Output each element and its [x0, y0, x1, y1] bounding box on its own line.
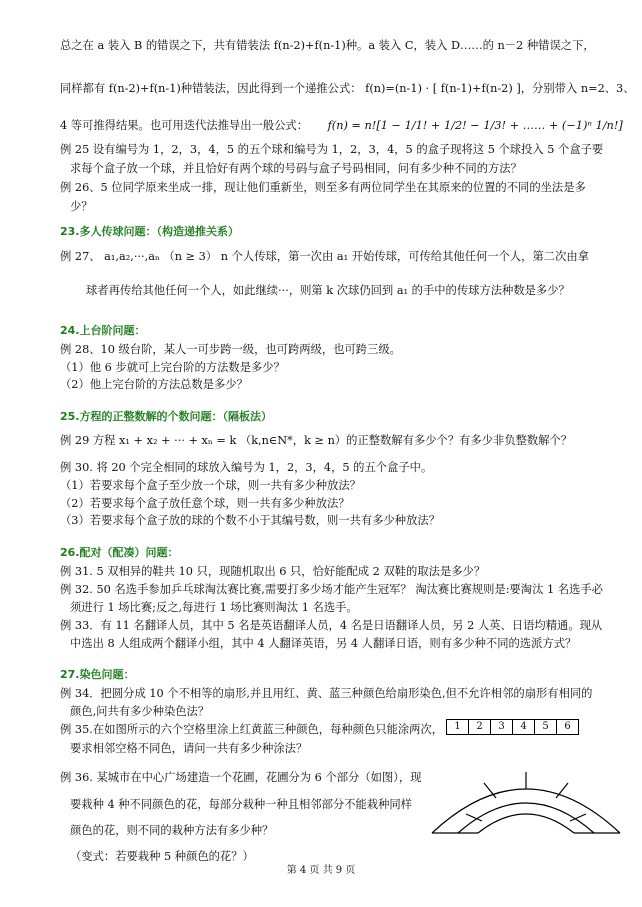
section-heading: 26.配对（配凑）问题：	[60, 546, 179, 559]
example-28-q1: （1）他 6 步就可上完台阶的方法数是多少？	[60, 361, 285, 374]
section-heading: 27.染色问题：	[60, 668, 135, 681]
grid-cell: 2	[469, 720, 491, 735]
section-heading: 24.上台阶问题：	[60, 324, 146, 337]
grid-cell: 4	[513, 720, 535, 735]
text-prefix: 4 等可推得结果。也可用迭代法推导出一般公式：	[60, 119, 309, 132]
example-28: 例 28、10 级台阶，某人一可步跨一级，也可跨两级，也可跨三级。	[60, 343, 401, 356]
example-25-cont: 求每个盒子放一个球，并且恰好有两个球的号码与盒子号码相同，问有多少种不同的方法？	[70, 162, 522, 175]
example-26-cont: 少？	[70, 200, 93, 213]
example-33-cont: 中选出 8 人组成两个翻译小组，其中 4 人翻译英语，另 4 人翻译日语，则有多少种不同的选派方式？	[70, 637, 577, 650]
example-31: 例 31. 5 双相异的鞋共 10 只，现随机取出 6 只，恰好能配成 2 双鞋的取法是多少？	[60, 565, 486, 578]
example-34-cont: 颜色,问共有多少种染色法？	[70, 705, 210, 718]
formula: f(n) = n![1 − 1/1! + 1/2! − 1/3! + …… + (−1)ⁿ 1/n!]	[327, 119, 623, 132]
text-line	[60, 118, 623, 133]
example-35-cont: 要求相邻空格不同色，请问一共有多少种涂法？	[70, 742, 308, 755]
example-25: 例 25 设有编号为 1，2，3，4，5 的五个球和编号为 1，2，3，4，5 的盒子现将这 5 个球投入 5 个盒子要	[60, 143, 604, 156]
section-heading: 23.多人传球问题：（构造递推关系）	[60, 225, 239, 238]
grid-cell: 5	[535, 720, 557, 735]
outer-arc	[432, 789, 620, 833]
example-36-variant: （变式：若要栽种 5 种颜色的花？）	[70, 850, 254, 863]
example-32-cont: 须进行 1 场比赛;反之,每进行 1 场比赛则淘汰 1 名选手。	[70, 601, 358, 614]
example-34: 例 34．把圆分成 10 个不相等的扇形,并且用红、黄、蓝三种颜色给扇形染色,但不允许相邻的扇形有相同的	[60, 687, 593, 700]
example-36: 例 36. 某城市在中心广场建造一个花圃，花圃分为 6 个部分（如图），现	[60, 771, 422, 784]
text-line: 总之在 a 装入 B 的错误之下，共有错装法 f(n-2)+f(n-1)种。a 装入 C，装入 D……的 n－2 种错误之下，	[60, 39, 595, 52]
example-36-cont2: 颜色的花，则不同的栽种方法有多少种？	[70, 824, 274, 837]
middle-arc	[458, 803, 594, 833]
example-30: 例 30. 将 20 个完全相同的球放入编号为 1，2，3，4，5 的五个盒子中。	[60, 461, 433, 474]
text-line: 同样都有 f(n-2)+f(n-1)种错装法，因此得到一个递推公式： f(n)=(n-1) · [ f(n-1)+f(n-2) ]，分别带入 n=2、3、	[60, 82, 635, 95]
grid-cell: 3	[491, 720, 513, 735]
example-27: 例 27、 a₁,a₂,···,aₙ （n ≥ 3） n 个人传球，第一次由 a₁ 开始传球，可传给其他任何一个人，第二次由拿	[60, 250, 589, 263]
six-cell-grid	[446, 719, 579, 735]
example-29: 例 29 方程 x₁ + x₂ + ··· + xₙ = k （k,n∈N*，k ≥ n）的正整数解有多少个？有多少非负整数解个？	[60, 434, 573, 447]
example-30-q1: （1）若要求每个盒子至少放一个球，则一共有多少种放法？	[60, 479, 361, 492]
example-28-q2: （2）他上完台阶的方法总数是多少？	[60, 378, 248, 391]
grid-cell: 6	[557, 720, 579, 735]
example-30-q3: （3）若要求每个盒子放的球的个数不小于其编号数，则一共有多少种放法？	[60, 514, 440, 527]
inner-arc	[478, 814, 574, 833]
example-33: 例 33．有 11 名翻译人员，其中 5 名是英语翻译人员，4 名是日语翻译人员，另 2 人英、日语均精通。现从	[60, 619, 603, 632]
example-32: 例 32. 50 名选手参加乒乓球淘汰赛比赛,需要打多少场才能产生冠军？ 淘汰赛比赛规则是:要淘汰 1 名选手必	[60, 583, 603, 596]
example-35: 例 35.在如图所示的六个空格里涂上红黄蓝三种颜色，每种颜色只能涂两次，	[60, 723, 444, 736]
grid-cell: 1	[447, 720, 469, 735]
example-27-cont: 球者再传给其他任何一个人，如此继续···，则第 k 次球仍回到 a₁ 的手中的传球方法种数是多少？	[86, 284, 570, 297]
page-footer: 第 4 页 共 9 页	[286, 865, 356, 876]
example-30-q2: （2）若要求每个盒子放任意个球，则一共有多少种放法？	[60, 497, 350, 510]
section-heading: 25.方程的正整数解的个数问题：（隔板法）	[60, 410, 272, 423]
example-26: 例 26、5 位同学原来坐成一排，现让他们重新坐，则至多有两位同学坐在其原来的位置的不同的坐法是多	[60, 181, 586, 194]
flower-bed-diagram	[426, 765, 626, 840]
example-36-cont: 要栽种 4 种不同颜色的花，每部分栽种一种且相邻部分不能栽种同样	[70, 798, 412, 811]
